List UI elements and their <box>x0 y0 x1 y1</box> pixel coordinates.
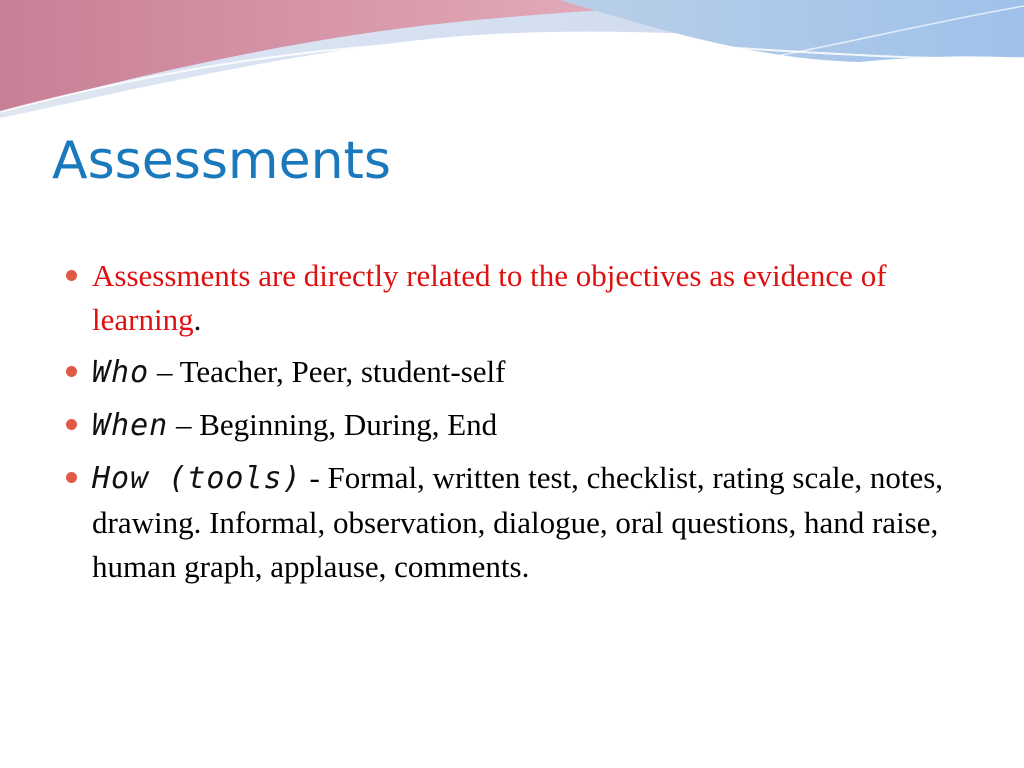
bullet-who <box>62 350 972 395</box>
slide-title: Assessments <box>52 131 392 191</box>
bullet-when-label: When <box>92 408 169 443</box>
bullet-dot-icon <box>66 419 77 430</box>
bullet-who-text: – Teacher, Peer, student-self <box>149 354 506 389</box>
bullet-who-label: Who <box>92 355 150 390</box>
bullet-period: . <box>193 302 202 337</box>
bullet-how-label: How (tools) <box>92 461 302 496</box>
bullet-how-text: - Formal, written test, checklist, rating scale, notes, drawing. Informal, observation, dialogue, oral questions, hand raise, human graph, applause, comments. <box>92 460 944 584</box>
bullet-how-tools <box>62 456 972 589</box>
header-swoosh-decoration <box>0 0 1024 130</box>
bullet-dot-icon <box>66 270 77 281</box>
bullet-when-text: – Beginning, During, End <box>168 407 498 442</box>
bullet-red-text: Assessments are directly related to the objectives as evidence of learning <box>92 258 887 337</box>
bullet-when <box>62 403 972 448</box>
bullet-list <box>62 254 972 597</box>
bullet-assessments-objectives <box>62 254 972 342</box>
bullet-dot-icon <box>66 472 77 483</box>
bullet-dot-icon <box>66 366 77 377</box>
